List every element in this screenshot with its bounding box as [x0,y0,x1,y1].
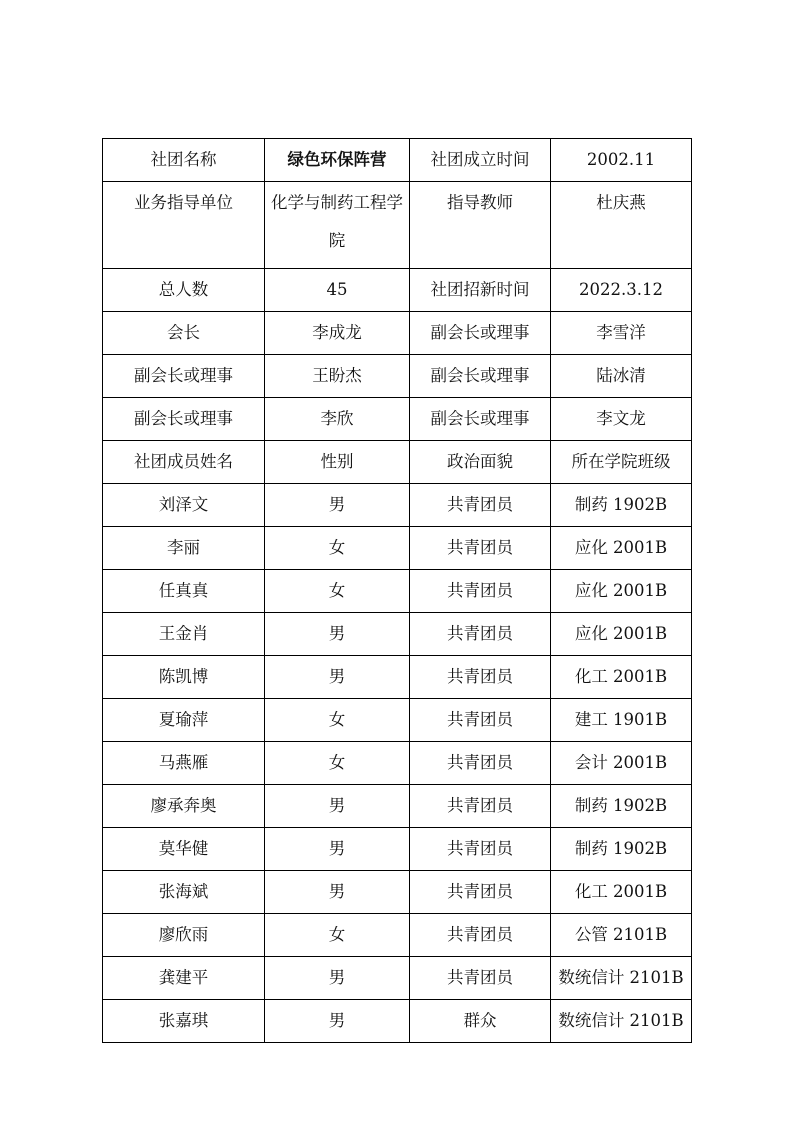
vp-label: 副会长或理事 [103,398,265,441]
member-row [103,527,692,570]
member-college-class: 数统信计 2101B [551,957,692,1000]
member-gender: 男 [265,785,410,828]
member-gender: 女 [265,527,410,570]
club-info-table [102,138,692,1043]
row-unit [103,182,692,269]
member-name: 任真真 [103,570,265,613]
member-row [103,699,692,742]
member-college-class: 公管 2101B [551,914,692,957]
club-name-value: 绿色环保阵营 [265,139,410,182]
member-row [103,742,692,785]
vp-label: 副会长或理事 [103,355,265,398]
member-name: 马燕雁 [103,742,265,785]
member-political-status: 共青团员 [410,785,551,828]
member-name: 莫华健 [103,828,265,871]
vp-label: 副会长或理事 [410,312,551,355]
member-gender: 男 [265,957,410,1000]
member-college-class: 数统信计 2101B [551,1000,692,1043]
member-row [103,828,692,871]
founded-label: 社团成立时间 [410,139,551,182]
member-political-status: 共青团员 [410,484,551,527]
member-political-status: 共青团员 [410,828,551,871]
member-political-status: 共青团员 [410,957,551,1000]
club-table-body [103,139,692,1043]
member-political-status: 共青团员 [410,699,551,742]
member-political-status: 共青团员 [410,914,551,957]
member-college-class: 制药 1902B [551,484,692,527]
member-row [103,484,692,527]
member-gender: 女 [265,570,410,613]
member-gender: 男 [265,871,410,914]
member-gender: 女 [265,742,410,785]
member-name: 廖承奔奥 [103,785,265,828]
member-gender: 女 [265,914,410,957]
advisor-value: 杜庆燕 [551,182,692,269]
member-college-class: 应化 2001B [551,570,692,613]
unit-value: 化学与制药工程学院 [265,182,410,269]
members-header-row [103,441,692,484]
unit-label: 业务指导单位 [103,182,265,269]
member-college-class: 制药 1902B [551,785,692,828]
member-political-status: 共青团员 [410,656,551,699]
vp-value: 李雪洋 [551,312,692,355]
vp-value: 李文龙 [551,398,692,441]
member-college-class: 化工 2001B [551,656,692,699]
club-name-label: 社团名称 [103,139,265,182]
member-name: 王金肖 [103,613,265,656]
president-label: 会长 [103,312,265,355]
member-row [103,656,692,699]
member-political-status: 群众 [410,1000,551,1043]
vp-value: 陆冰清 [551,355,692,398]
member-gender: 男 [265,484,410,527]
member-gender: 男 [265,656,410,699]
member-gender: 男 [265,828,410,871]
row-vp [103,398,692,441]
member-name: 夏瑜萍 [103,699,265,742]
member-row [103,957,692,1000]
president-value: 李成龙 [265,312,410,355]
member-row [103,871,692,914]
member-name: 刘泽文 [103,484,265,527]
member-college-class: 应化 2001B [551,527,692,570]
member-gender: 女 [265,699,410,742]
member-name: 陈凯博 [103,656,265,699]
member-college-class: 会计 2001B [551,742,692,785]
total-value: 45 [265,269,410,312]
member-name: 张嘉琪 [103,1000,265,1043]
member-political-status: 共青团员 [410,570,551,613]
member-row [103,914,692,957]
row-total [103,269,692,312]
row-president [103,312,692,355]
member-name: 廖欣雨 [103,914,265,957]
member-row [103,613,692,656]
vp-label: 副会长或理事 [410,355,551,398]
member-political-status: 共青团员 [410,613,551,656]
member-row [103,1000,692,1043]
member-college-class: 建工 1901B [551,699,692,742]
vp-value: 王盼杰 [265,355,410,398]
recruit-value: 2022.3.12 [551,269,692,312]
advisor-label: 指导教师 [410,182,551,269]
member-name: 张海斌 [103,871,265,914]
member-name: 龚建平 [103,957,265,1000]
vp-value: 李欣 [265,398,410,441]
member-college-class: 制药 1902B [551,828,692,871]
founded-value: 2002.11 [551,139,692,182]
member-political-status: 共青团员 [410,871,551,914]
row-vp [103,355,692,398]
row-club-name [103,139,692,182]
header-gender: 性别 [265,441,410,484]
recruit-label: 社团招新时间 [410,269,551,312]
member-name: 李丽 [103,527,265,570]
member-gender: 男 [265,1000,410,1043]
member-gender: 男 [265,613,410,656]
header-political-status: 政治面貌 [410,441,551,484]
member-political-status: 共青团员 [410,527,551,570]
member-row [103,785,692,828]
member-political-status: 共青团员 [410,742,551,785]
header-college-class: 所在学院班级 [551,441,692,484]
member-college-class: 化工 2001B [551,871,692,914]
member-row [103,570,692,613]
vp-label: 副会长或理事 [410,398,551,441]
total-label: 总人数 [103,269,265,312]
header-name: 社团成员姓名 [103,441,265,484]
member-college-class: 应化 2001B [551,613,692,656]
